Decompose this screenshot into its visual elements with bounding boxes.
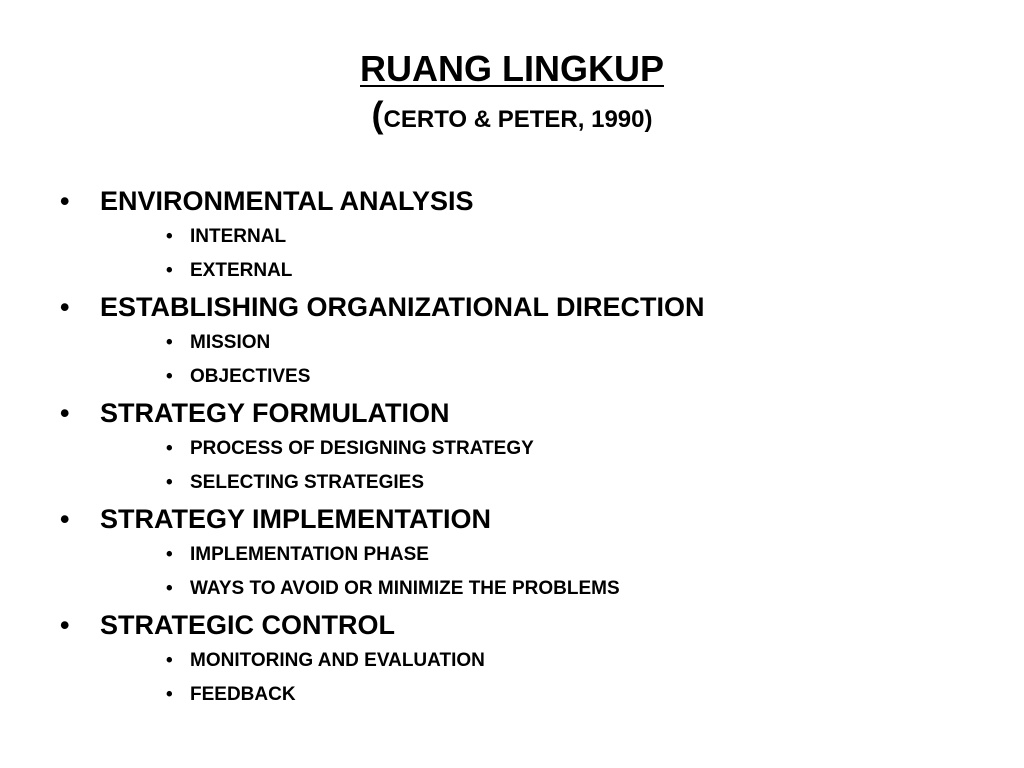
- bullet-icon: •: [166, 544, 173, 565]
- subitem-mission: [58, 326, 998, 360]
- subitem-feedback: [58, 678, 998, 712]
- bullet-icon: •: [60, 610, 70, 640]
- title-citation: [0, 96, 1024, 139]
- subitem-label: INTERNAL: [190, 226, 287, 247]
- subitem-implementation-phase: [58, 538, 998, 572]
- section-strategy-formulation: [58, 394, 998, 432]
- subitem-objectives: [58, 360, 998, 394]
- bullet-icon: •: [166, 472, 173, 493]
- bullet-icon: •: [166, 226, 173, 247]
- subitem-avoid-problems: [58, 572, 998, 606]
- section-strategic-control: [58, 606, 998, 644]
- subitem-label: MISSION: [190, 332, 271, 353]
- bullet-icon: •: [166, 578, 173, 599]
- subitem-selecting-strategies: [58, 466, 998, 500]
- bullet-icon: •: [166, 366, 173, 387]
- subitem-label: FEEDBACK: [190, 684, 296, 705]
- subitem-label: EXTERNAL: [190, 260, 293, 281]
- title-open-paren: (: [371, 94, 384, 135]
- subitem-label: MONITORING AND EVALUATION: [190, 650, 485, 671]
- bullet-icon: •: [60, 186, 70, 216]
- subitem-monitoring-evaluation: [58, 644, 998, 678]
- bullet-list: [58, 182, 998, 712]
- subitem-label: SELECTING STRATEGIES: [190, 472, 425, 493]
- subitem-label: IMPLEMENTATION PHASE: [190, 544, 429, 565]
- bullet-icon: •: [166, 260, 173, 281]
- bullet-icon: •: [60, 398, 70, 428]
- bullet-icon: •: [60, 504, 70, 534]
- bullet-icon: •: [60, 292, 70, 322]
- slide-title: [0, 46, 1024, 139]
- subitem-label: PROCESS OF DESIGNING STRATEGY: [190, 438, 534, 459]
- section-label: ENVIRONMENTAL ANALYSIS: [100, 186, 474, 216]
- bullet-icon: •: [166, 438, 173, 459]
- section-label: STRATEGY IMPLEMENTATION: [100, 504, 491, 534]
- section-environmental-analysis: [58, 182, 998, 220]
- subitem-label: WAYS TO AVOID OR MINIMIZE THE PROBLEMS: [190, 578, 620, 599]
- title-citation-text: CERTO & PETER, 1990): [383, 106, 653, 133]
- subitem-label: OBJECTIVES: [190, 366, 311, 387]
- bullet-icon: •: [166, 684, 173, 705]
- subitem-designing-strategy: [58, 432, 998, 466]
- title-main: RUANG LINGKUP: [360, 48, 664, 89]
- bullet-icon: •: [166, 332, 173, 353]
- section-strategy-implementation: [58, 500, 998, 538]
- section-label: STRATEGIC CONTROL: [100, 610, 395, 640]
- section-label: STRATEGY FORMULATION: [100, 398, 450, 428]
- section-establishing-direction: [58, 288, 998, 326]
- bullet-icon: •: [166, 650, 173, 671]
- subitem-internal: [58, 220, 998, 254]
- subitem-external: [58, 254, 998, 288]
- section-label: ESTABLISHING ORGANIZATIONAL DIRECTION: [100, 292, 705, 322]
